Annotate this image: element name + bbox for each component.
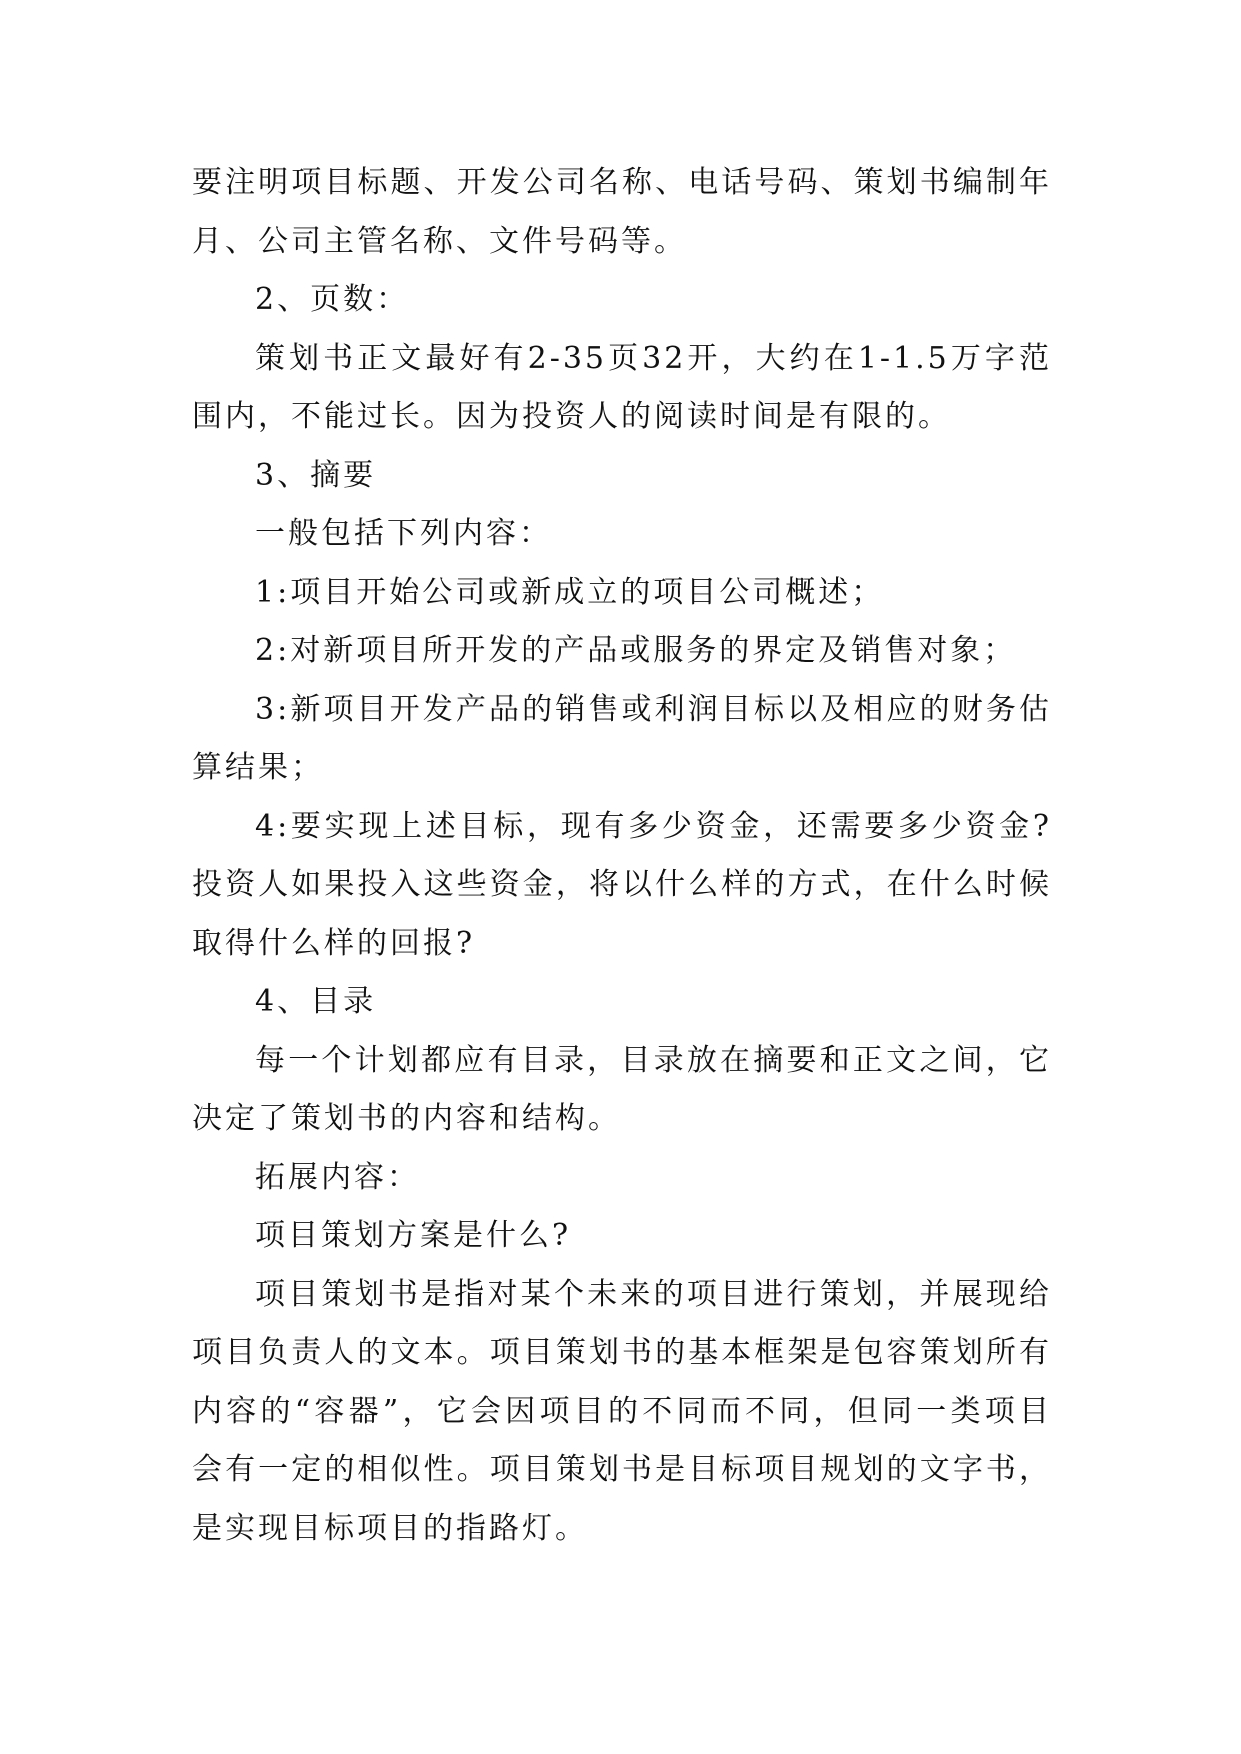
paragraph-cover-info: 要注明项目标题、开发公司名称、电话号码、策划书编制年月、公司主管名称、文件号码等。 (192, 165, 1052, 259)
heading-page-count: 2、页数： (255, 282, 410, 317)
document-body (192, 154, 1052, 1558)
list-item-summary-4: 4:要实现上述目标，现有多少资金，还需要多少资金?投资人如果投入这些资金，将以什么样的方式，在什么时候取得什么样的回报? (192, 808, 1052, 961)
paragraph-contents: 每一个计划都应有目录，目录放在摘要和正文之间，它决定了策划书的内容和结构。 (192, 1042, 1052, 1136)
paragraph-summary-intro: 一般包括下列内容： (255, 516, 552, 551)
paragraph-plan-definition: 项目策划书是指对某个未来的项目进行策划，并展现给项目负责人的文本。项目策划书的基本框架是包容策划所有内容的“容器”，它会因项目的不同而不同，但同一类项目会有一定的相似性。项目策划书是目标项目规划的文字书，是实现目标项目的指路灯。 (192, 1276, 1052, 1546)
list-item-summary-3: 3:新项目开发产品的销售或利润目标以及相应的财务估算结果； (192, 691, 1052, 785)
heading-extended: 拓展内容： (255, 1159, 420, 1195)
list-item-summary-1: 1:项目开始公司或新成立的项目公司概述； (255, 574, 885, 610)
heading-contents: 4、目录 (255, 984, 377, 1019)
heading-summary: 3、摘要 (255, 457, 377, 493)
paragraph-page-count: 策划书正文最好有2-35页32开，大约在1-1.5万字范围内，不能过长。因为投资人的阅读时间是有限的。 (192, 340, 1052, 434)
list-item-summary-2: 2:对新项目所开发的产品或服务的界定及销售对象； (255, 633, 1017, 668)
question-what-is-plan: 项目策划方案是什么? (255, 1218, 572, 1253)
